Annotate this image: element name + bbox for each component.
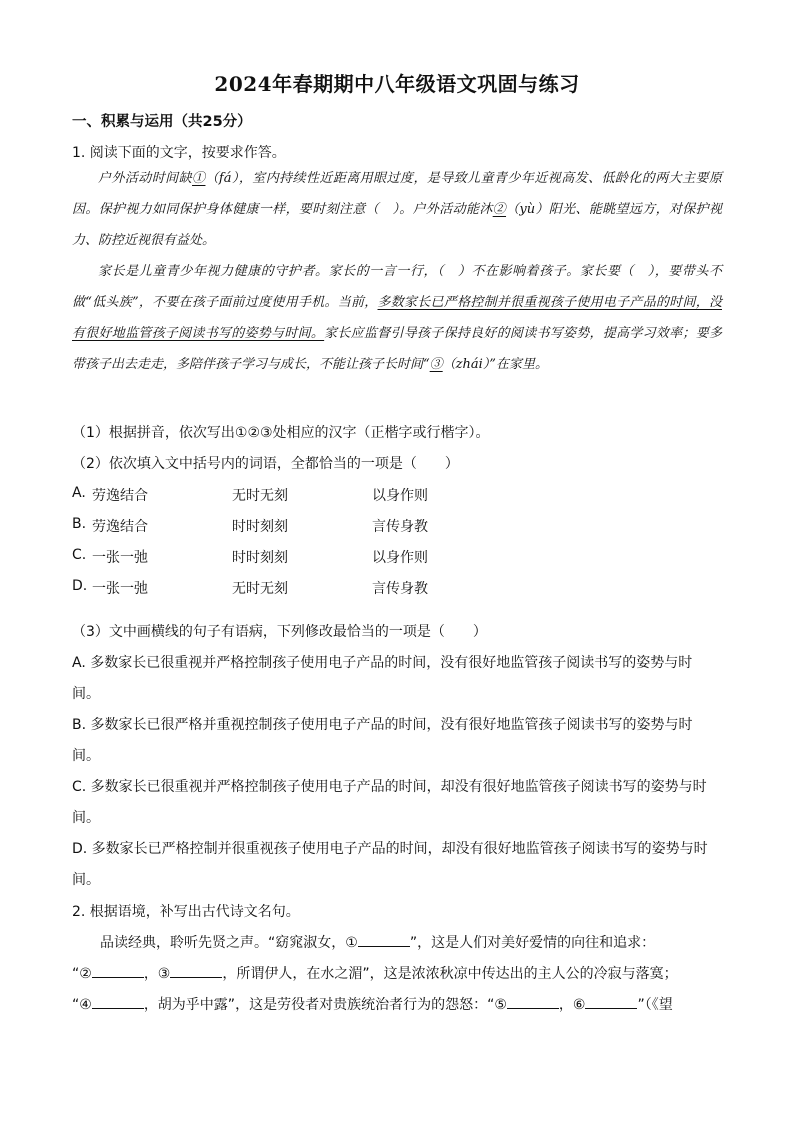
q2-line2: “② ，③ ，所谓伊人，在水之湄”，这是浓浓秋凉中传达出的主人公的冷寂与落寞； xyxy=(72,963,678,983)
sub3-option-a-line1: A. 多数家长已很重视并严格控制孩子使用电子产品的时间，没有很好地监管孩子阅读书写的姿势与时 xyxy=(72,655,693,671)
q2-line3: “④ ，胡为乎中露”，这是劳役者对贵族统治者行为的怨怒：“⑤ ，⑥ ”（《望 xyxy=(72,994,673,1014)
passage-paragraph-2: 家长是儿童青少年视力健康的守护者。家长的一言一行，（ ）不在影响着孩子。家长要（ ），要带头不做“低头族”，不要在孩子面前过度使用手机。当前，多数家长已严格控制并很重视孩子使用电子产品的时间，没有很好地监管孩子阅读书写的姿势与时间。家长应监督引导孩子保持良好的阅读书写姿势，提高学习效率；要多带孩子出去走走，多陪伴孩子学习与成长，不能让孩子长时间“③（zhái）”在家里。 xyxy=(72,264,722,372)
marker-2: ② xyxy=(492,202,507,217)
document-page: 2024年春期期中八年级语文巩固与练习 一、积累与运用（共25分） 1. 阅读下面的文字，按要求作答。 户外活动时间缺①（fá），室内持续性近距离用眼过度，是导致儿童青少年近视高发、低龄化的两大主要原因。保护视力如同保护身体健康一样，要时刻注意（ ）。户外活动能沐②（yù）阳光、能眺望远方，对保护视力、防控近视很有益处。 家长是儿童青少年视力健康的守护者。家长的一言一行，（ ）不在影响着孩子。家长要（ ），要带头不做“低头族”，不要在孩子面前过度使用手机。当前，多数家长已严格控制并很重视孩子使用电子产品的时间，没有很好地监管孩子阅读书写的姿势与时间。家长应监督引导孩子保持良好的阅读书写姿势，提高学习效率；要多带孩子出去走走，多陪伴孩子学习与成长，不能让孩子长时间“③（zhái）”在家里。 （1）根据拼音，依次写出①②③处相应的汉字（正楷字或行楷字）。 （2）依次填入文中括号内的词语，全都恰当的一项是（ ） A. 劳逸结合 无时无刻 以身作则 B. 劳逸结合 时时刻刻 言传身教 C. 一张一弛 时时刻刻 以身作则 D. 一张一弛 无时无刻 言传身教 （3）文中画横线的句子有语病，下列修改最恰当的一项是（ ） A. 多数家长已很重视并严格控制孩子使用电子产品的时间，没有很好地监管孩子阅读书写的姿势与时 间。 B. 多数家长已很严格并重视控制孩子使用电子产品的时间，没有很好地监管孩子阅读书写的姿势与时 间。 C. 多数家长已很重视并严格控制孩子使用电子产品的时间，却没有很好地监管孩子阅读书写的姿势与时 间。 D. 多数家长已严格控制并很重视孩子使用电子产品的时间，却没有很好地监管孩子阅读书写的姿势与时 间。 2. 根据语境，补写出古代诗文名句。 品读经典，聆听先贤之声。“窈窕淑女，① ”，这是人们对美好爱情的向往和追求： “② ，③ ，所谓伊人，在水之湄”，这是浓浓秋凉中传达出的主人公的冷寂与落寞； “④ ，胡为乎中露”，这是劳役者对贵族统治者行为的怨怒：“⑤ ，⑥ ”（《望 xyxy=(0,0,794,1123)
section-heading: 一、积累与运用（共25分） xyxy=(72,114,252,130)
q1-prompt: 1. 阅读下面的文字，按要求作答。 xyxy=(72,145,286,161)
page-title: 2024年春期期中八年级语文巩固与练习 xyxy=(214,72,580,96)
sub3-option-d-line1: D. 多数家长已严格控制并很重视孩子使用电子产品的时间，却没有很好地监管孩子阅读书写的姿势与时 xyxy=(72,841,708,857)
marker-1: ① xyxy=(192,171,206,186)
q1-sub3: （3）文中画横线的句子有语病，下列修改最恰当的一项是（ ） xyxy=(72,624,487,640)
blank-6[interactable] xyxy=(585,994,637,1009)
q2-prompt: 2. 根据语境，补写出古代诗文名句。 xyxy=(72,904,300,920)
blank-5[interactable] xyxy=(507,994,559,1009)
sub3-option-c-line2: 间。 xyxy=(72,810,100,826)
blank-1[interactable] xyxy=(358,932,410,947)
underlined-sentence: 多数家长已严格控制并很重视孩子使用电子产品的时间，没有很好地监管孩子阅读书写的姿势与时间。 xyxy=(72,295,722,341)
q1-sub1: （1）根据拼音，依次写出①②③处相应的汉字（正楷字或行楷字）。 xyxy=(72,425,490,441)
q1-sub2: （2）依次填入文中括号内的词语，全都恰当的一项是（ ） xyxy=(72,456,459,472)
q2-line1: 品读经典，聆听先贤之声。“窈窕淑女，① ”，这是人们对美好爱情的向往和追求： xyxy=(100,932,655,952)
sub3-option-b-line2: 间。 xyxy=(72,748,100,764)
blank-4[interactable] xyxy=(92,994,144,1009)
passage-paragraph-1: 户外活动时间缺①（fá），室内持续性近距离用眼过度，是导致儿童青少年近视高发、低龄化的两大主要原因。保护视力如同保护身体健康一样，要时刻注意（ ）。户外活动能沐②（yù）阳光、能眺望远方，对保护视力、防控近视很有益处。 xyxy=(72,171,722,248)
sub3-option-a-line2: 间。 xyxy=(72,686,100,702)
marker-3: ③ xyxy=(429,357,443,372)
sub3-option-d-line2: 间。 xyxy=(72,872,100,888)
sub3-option-b-line1: B. 多数家长已很严格并重视控制孩子使用电子产品的时间，没有很好地监管孩子阅读书写的姿势与时 xyxy=(72,717,693,733)
blank-3[interactable] xyxy=(170,963,222,978)
blank-2[interactable] xyxy=(92,963,144,978)
sub3-option-c-line1: C. 多数家长已很重视并严格控制孩子使用电子产品的时间，却没有很好地监管孩子阅读书写的姿势与时 xyxy=(72,779,707,795)
q1-passage xyxy=(72,163,722,380)
